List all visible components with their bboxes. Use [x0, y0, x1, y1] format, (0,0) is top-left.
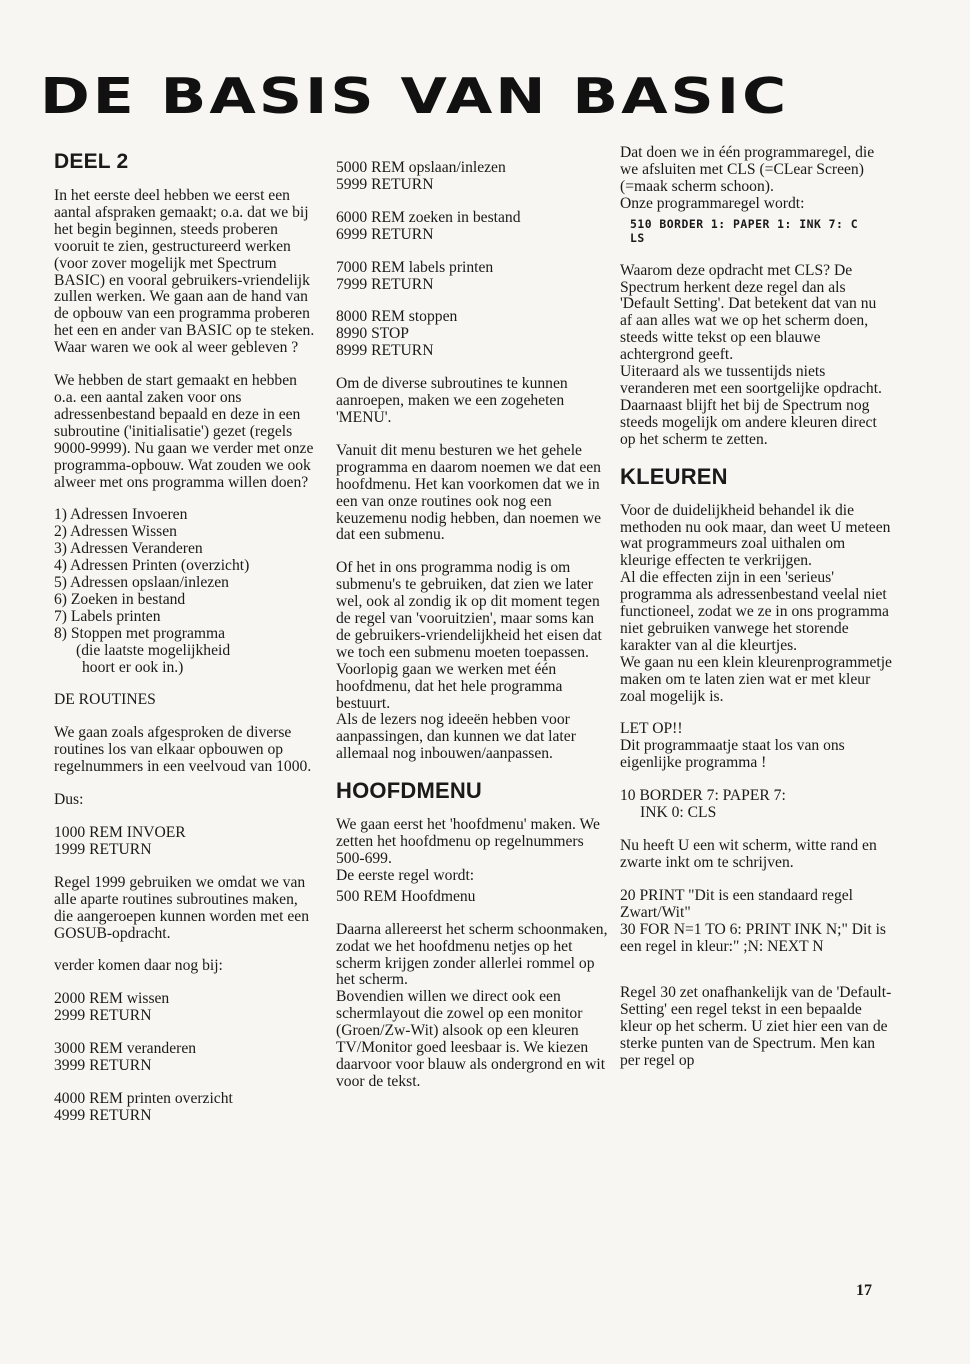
code-line: 10 BORDER 7: PAPER 7: [620, 787, 786, 805]
code-line: 7000 REM labels printen [336, 258, 494, 276]
code-line: 6999 RETURN [336, 225, 434, 243]
code-block [336, 210, 608, 244]
paragraph: Bovendien willen we direct ook een schermlayout die zowel op een monitor (Groen/Zw-Wit) alsook op een kleuren TV/Monitor goed leesbaar is. We kiezen daarvoor voor blauw als ondergrond en wit voor de tekst. [336, 988, 606, 1090]
code-block [54, 1041, 320, 1075]
warning-label: LET OP!! [620, 720, 683, 738]
code-block [336, 309, 608, 360]
page-title: DE BASIS VAN BASIC [40, 67, 790, 126]
code-block [54, 1091, 320, 1125]
paragraph: Daarna allereerst het scherm schoonmaken, zodat we het hoofdmenu netjes op het scherm krijgen zonder allerlei rommel op het scherm. [336, 920, 608, 989]
paragraph: Als de lezers nog ideeën hebben voor aanpassingen, dan kunnen we dat later allemaal nog inbouwen/aanpassen. [336, 711, 576, 763]
code-line: 8990 STOP [336, 325, 409, 343]
code-block [54, 825, 320, 859]
list-item: 1) Adressen Invoeren [54, 506, 188, 524]
code-line: 4000 REM printen overzicht [54, 1089, 233, 1107]
paragraph: We hebben de start gemaakt en hebben o.a. een aantal zaken voor ons adressenbestand bepaald en deze in een subroutine ('initialisatie') gezet (regels 9000-9999). Nu gaan we verder met onze programma-opbouw. Wat zouden we ook alweer met ons programma willen doen? [54, 372, 314, 491]
code-block [620, 888, 892, 956]
paragraph: Uiteraard als we tussentijds niets veranderen met een soortgelijke opdracht. [620, 363, 882, 397]
code-line: 5000 REM opslaan/inlezen [336, 160, 506, 176]
list-item: 8) Stoppen met programma [54, 624, 226, 642]
column-2 [336, 160, 608, 1294]
listing-line: LS [630, 230, 645, 245]
paragraph: Dus: [54, 791, 84, 809]
code-line: 30 FOR N=1 TO 6: PRINT INK N;" Dit is een regel in kleur:" ;N: NEXT N [620, 920, 886, 955]
paragraph: Om de diverse subroutines te kunnen aanroepen, maken we een zogeheten 'MENU'. [336, 375, 568, 426]
paragraph: Dit programmaatje staat los van ons eigenlijke programma ! [620, 737, 845, 772]
program-listing [630, 217, 892, 245]
code-line: 2999 RETURN [54, 1007, 152, 1025]
code-line: 20 PRINT "Dit is een standaard regel Zwart/Wit" [620, 886, 854, 921]
paragraph: De eerste regel wordt: [336, 866, 475, 884]
list-item: 2) Adressen Wissen [54, 523, 177, 541]
list-item: 4) Adressen Printen (overzicht) [54, 557, 250, 575]
page-number: 17 [856, 1282, 872, 1299]
section-heading-kleuren: KLEUREN [620, 463, 728, 489]
list-item: 3) Adressen Veranderen [54, 540, 203, 558]
paragraph: Voorlopig gaan we werken met één hoofdmenu, dat het hele programma bestuurt. [336, 660, 563, 712]
section-heading-hoofdmenu: HOOFDMENU [336, 778, 483, 804]
code-block [336, 260, 608, 294]
paragraph: Of het in ons programma nodig is om submenu's te gebruiken, dat zien we later wel, ook al zondig ik op dit moment tegen de regel van 'vooruitzien', maar soms kan de gebruikers-vriendelijkheid het eisen dat we toch een submenu moeten toepassen. [336, 559, 602, 661]
section-heading-routines: DE ROUTINES [54, 691, 156, 709]
paragraph: Voor de duidelijkheid behandel ik die methoden nu ook maar, dan weet U meteen wat programmeurs zoal uithalen om kleurige effecten te verkrijgen. [620, 501, 891, 570]
section-heading-deel-2: DEEL 2 [54, 150, 129, 173]
column-1 [54, 150, 320, 1294]
paragraph: We gaan nu een klein kleurenprogrammetje maken om te laten zien wat er met kleur zoal mogelijk is. [620, 653, 892, 705]
code-line: 8999 RETURN [336, 342, 434, 360]
column-3 [620, 145, 892, 1294]
code-line: 8000 REM stoppen [336, 308, 458, 326]
paragraph: Vanuit dit menu besturen we het gehele programma en daarom noemen we dat een hoofdmenu. Het kan voorkomen dat we in een van onze routines ook nog een keuzemenu nodig hebben, dan noemen we dat een submenu. [336, 441, 602, 544]
list-item: 6) Zoeken in bestand [54, 590, 186, 608]
paragraph: We gaan zoals afgesproken de diverse routines los van elkaar opbouwen op regelnummers in een veelvoud van 1000. [54, 724, 312, 776]
list-item: hoort er ook in.) [82, 658, 184, 676]
code-line: 3000 REM veranderen [54, 1040, 197, 1058]
list-item: 7) Labels printen [54, 607, 161, 625]
paragraph: Waarom deze opdracht met CLS? De Spectrum herkent deze regel dan als 'Default Setting'. Dat betekent dat van nu af aan alles wat we op het scherm doen, steeds witte tekst op een blauwe achtergrond geeft. [620, 261, 877, 364]
paragraph: In het eerste deel hebben we eerst een aantal afspraken gemaakt; o.a. dat we bij het begin beginnen, steeds proberen vooruit te zien, gestructureerd werken (voor zover mogelijk met Spectrum BASIC) en vooral gebruikers-vriendelijk zullen werken. We gaan aan de hand van de opbouw van een programma proberen het een en ander van BASIC op te steken. Waar waren we ook al weer gebleven ? [54, 187, 315, 357]
code-line: 5999 RETURN [336, 175, 434, 193]
paragraph: We gaan eerst het 'hoofdmenu' maken. We zetten het hoofdmenu op regelnummers 500-699. [336, 816, 600, 867]
paragraph: Daarnaast blijft het bij de Spectrum nog steeds mogelijk om andere kleuren direct op het scherm te zetten. [620, 396, 877, 448]
list-item: (die laatste mogelijkheid [76, 641, 231, 659]
code-line: 3999 RETURN [54, 1057, 152, 1075]
list-item: 5) Adressen opslaan/inlezen [54, 574, 229, 592]
code-block [336, 160, 608, 194]
paragraph: Regel 1999 gebruiken we omdat we van alle aparte routines subroutines maken, die aangeroepen kunnen worden met een GOSUB-opdracht. [54, 873, 310, 942]
code-line: 2000 REM wissen [54, 990, 170, 1008]
paragraph: Nu heeft U een wit scherm, witte rand en zwarte inkt om te schrijven. [620, 837, 877, 871]
code-block [620, 788, 892, 822]
code-line: 500 REM Hoofdmenu [336, 887, 476, 905]
code-line: 7999 RETURN [336, 275, 434, 293]
code-line: INK 0: CLS [640, 804, 717, 822]
code-line: 4999 RETURN [54, 1106, 152, 1124]
code-line: 1999 RETURN [54, 840, 152, 858]
code-line: 1000 REM INVOER [54, 824, 186, 841]
menu-options-list [54, 507, 320, 676]
code-line: 6000 REM zoeken in bestand [336, 208, 521, 226]
paragraph: verder komen daar nog bij: [54, 957, 223, 975]
paragraph: Onze programmaregel wordt: [620, 194, 805, 212]
code-block [54, 991, 320, 1025]
paragraph: Regel 30 zet onafhankelijk van de 'Default-Setting' een regel tekst in een bepaalde kleur op het scherm. U ziet hier een van de sterke punten van de Spectrum. Men kan per regel op [620, 984, 892, 1070]
paragraph: Al die effecten zijn in een 'serieus' programma als adressenbestand veelal niet functioneel, zodat we ze in ons programma niet gebruiken vanwege het storende karakter van al die kleurtjes. [620, 569, 889, 654]
paragraph: Dat doen we in één programmaregel, die we afsluiten met CLS (=CLear Screen) (=maak scherm schoon). [620, 145, 875, 195]
listing-line: 510 BORDER 1: PAPER 1: INK 7: C [630, 216, 859, 231]
